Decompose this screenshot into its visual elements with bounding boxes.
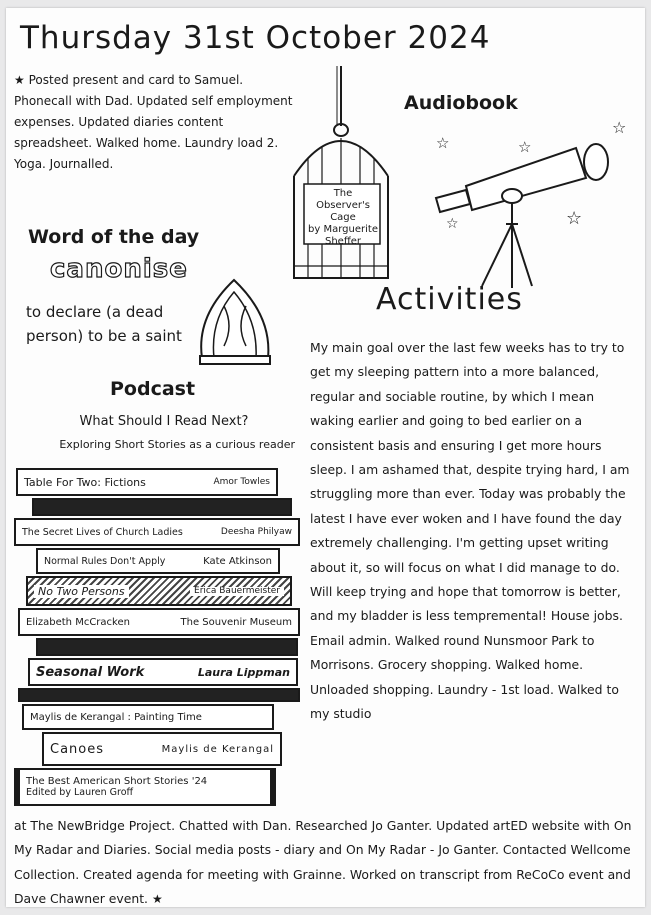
- podcast-subtitle: Exploring Short Stories as a curious reader: [59, 438, 295, 451]
- book-author: Amor Towles: [213, 476, 270, 487]
- book-author: Laura Lippman: [197, 665, 290, 679]
- book-spine: [18, 608, 300, 636]
- book-title: The Best American Short Stories '24: [26, 776, 208, 787]
- audiobook-title: The Observer's Cage: [316, 188, 370, 223]
- word-of-day-definition: to declare (a dead person) to be a saint: [26, 303, 182, 345]
- book-title: Normal Rules Don't Apply: [44, 555, 166, 567]
- star-icon: ☆: [566, 208, 583, 229]
- book-title: Seasonal Work: [36, 664, 145, 680]
- book-spine: [32, 498, 292, 516]
- star-icon: ☆: [518, 138, 532, 156]
- podcast-heading: Podcast: [110, 378, 196, 400]
- book-spine: [26, 576, 292, 606]
- word-of-day-heading: Word of the day: [28, 226, 200, 248]
- book-title: Elizabeth McCracken: [26, 616, 130, 628]
- book-spine: [42, 732, 282, 766]
- book-author: Kate Atkinson: [203, 555, 272, 567]
- book-author: Deesha Philyaw: [220, 526, 292, 537]
- book-author: Erica Bauermeister: [190, 587, 284, 596]
- audiobook-author: by Marguerite Sheffer: [308, 224, 378, 247]
- book-spine: [36, 548, 280, 574]
- audiobook-cover: [306, 188, 380, 248]
- book-title: No Two Persons: [34, 585, 129, 598]
- book-author: Edited by Lauren Groff: [26, 787, 134, 798]
- book-title: Table For Two: Fictions: [24, 475, 146, 489]
- activities-continued-text: at The NewBridge Project. Chatted with Dan. Researched Jo Ganter. Updated artED website with On My Radar and Diaries. Social media posts - diary and On My Radar - Jo Ganter. Contacted Wellcome Collection. Created agenda for meeting with Grainne. Worked on transcript from ReCoCo event and Dave Chawner event.: [14, 818, 632, 907]
- book-stack: [12, 466, 308, 808]
- book-spine: [22, 704, 274, 730]
- book-spine: [16, 468, 278, 496]
- activities-text: My main goal over the last few weeks has to try to get my sleeping pattern into a more balanced, regular and sociable routine, by which I mean waking earlier and going to bed earlier on a consistent basis and ensuring I get more hours sleep. I am ashamed that, despite trying hard, I am struggling more than ever. Today was probably the latest I have ever woken and I have found the day extremely challenging. I'm getting upset writing about it, so will focus on what I did manage to do. Will keep trying and hope that tomorrow is better, and my bladder is less tempremental! House jobs. Email admin. Walked round Nunsmoor Park to Morrisons. Grocery shopping. Walked home. Unloaded shopping. Laundry - 1st load. Walked to my studio: [310, 340, 630, 722]
- birdcage-icon: [286, 66, 396, 288]
- activities-continued: [14, 814, 634, 907]
- journal-page: [6, 8, 645, 907]
- audiobook-heading: Audiobook: [404, 92, 518, 114]
- podcast-title: What Should I Read Next?: [79, 414, 249, 429]
- book-spine: [14, 518, 300, 546]
- book-title: Canoes: [50, 741, 105, 757]
- book-spine: [18, 688, 300, 702]
- word-of-day-word: canonise: [50, 254, 188, 284]
- star-icon: ☆: [446, 216, 459, 232]
- book-title: The Secret Lives of Church Ladies: [22, 526, 183, 538]
- star-icon: ★: [14, 73, 25, 87]
- activities-heading: Activities: [376, 282, 523, 317]
- book-author: Maylis de Kerangal: [161, 743, 274, 755]
- star-icon: ☆: [612, 118, 627, 137]
- daily-log: [14, 70, 304, 175]
- book-spine: [36, 638, 298, 656]
- star-icon: ☆: [436, 134, 450, 152]
- book-author: The Souvenir Museum: [180, 616, 292, 628]
- mitre-icon: [194, 276, 276, 368]
- page-title: Thursday 31st October 2024: [20, 20, 491, 56]
- daily-log-text: Posted present and card to Samuel. Phonecall with Dad. Updated self employment expenses. Updated diaries content spreadsheet. Walked home. Laundry load 2. Yoga. Journalled.: [14, 73, 293, 171]
- star-icon: ★: [151, 892, 163, 907]
- book-spine: [14, 768, 276, 806]
- book-title: Maylis de Kerangal : Painting Time: [30, 711, 202, 723]
- telescope-icon: [426, 138, 616, 288]
- book-spine: [28, 658, 298, 686]
